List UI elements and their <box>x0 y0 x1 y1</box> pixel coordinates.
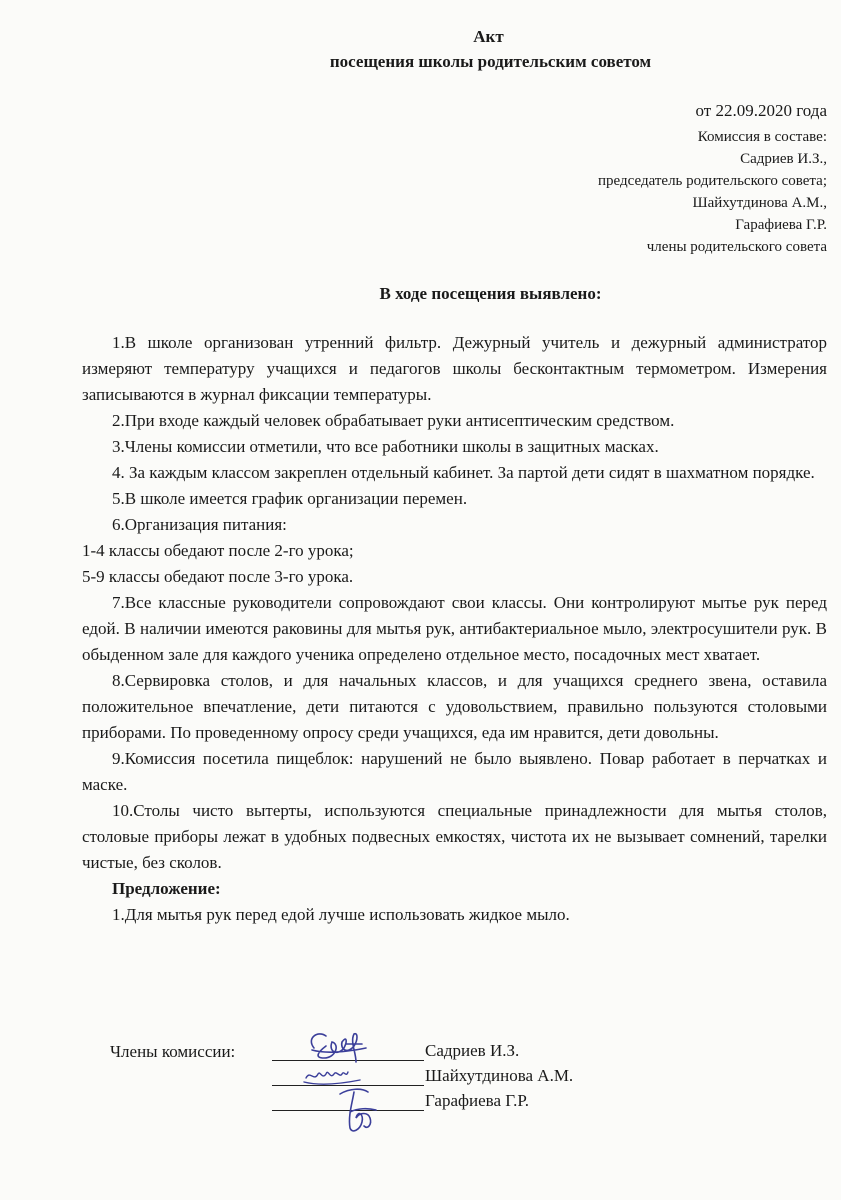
finding-item: 5.В школе имеется график организации перемен. <box>112 489 468 508</box>
finding-subitem: 5-9 классы обедают после 3-го урока. <box>82 567 354 586</box>
signatures-label: Члены комиссии: <box>110 1042 236 1061</box>
signature-name: Гарафиева Г.Р. <box>425 1091 529 1110</box>
commission-member-1: Садриев И.З., <box>740 151 827 167</box>
finding-item: 1.В школе организован утренний фильтр. Дежурный учитель и дежурный администратор измеряют температуру учащихся и педагогов школы бесконтактным термометром. Измерения записываются в журнал фиксации температуры. <box>82 333 827 404</box>
finding-item: 6.Организация питания: <box>112 515 287 534</box>
document-subtitle: посещения школы родительским советом <box>329 52 652 71</box>
finding-item: 8.Сервировка столов, и для начальных классов, и для учащихся среднего звена, оставила положительное впечатление, дети питаются с удовольствием, правильно пользуются столовыми приборами. По проведенному опросу среди учащихся, еда им нравится, дети довольны. <box>82 671 827 742</box>
commission-members-role: члены родительского совета <box>646 239 827 255</box>
document-date: от 22.09.2020 года <box>695 101 827 120</box>
finding-item: 10.Столы чисто вытерты, используются специальные принадлежности для мытья столов, столовые приборы лежат в удобных подвесных емкостях, чистота их не вызывает сомнений, тарелки чистые, без сколов. <box>82 801 827 872</box>
findings-title: В ходе посещения выявлено: <box>379 284 602 303</box>
finding-item: 3.Члены комиссии отметили, что все работники школы в защитных масках. <box>112 437 659 456</box>
signature-3-handwriting <box>328 1082 388 1138</box>
findings-list <box>82 330 827 928</box>
signature-name: Шайхутдинова А.М. <box>425 1066 574 1085</box>
proposal-title: Предложение: <box>112 879 221 898</box>
commission-member-1-role: председатель родительского совета; <box>598 173 827 189</box>
finding-subitem: 1-4 классы обедают после 2-го урока; <box>82 541 354 560</box>
finding-item: 2.При входе каждый человек обрабатывает руки антисептическим средством. <box>112 411 675 430</box>
document-title: Акт <box>473 27 504 46</box>
finding-item: 9.Комиссия посетила пищеблок: нарушений не было выявлено. Повар работает в перчатках и маске. <box>82 749 827 794</box>
commission-member-2: Шайхутдинова А.М., <box>692 195 827 211</box>
signature-name: Садриев И.З. <box>425 1041 520 1060</box>
commission-label: Комиссия в составе: <box>697 129 827 145</box>
commission-member-3: Гарафиева Г.Р. <box>735 217 827 233</box>
finding-item: 4. За каждым классом закреплен отдельный кабинет. За партой дети сидят в шахматном порядке. <box>112 463 815 482</box>
finding-item: 7.Все классные руководители сопровождают свои классы. Они контролируют мытье рук перед едой. В наличии имеются раковины для мытья рук, антибактериальное мыло, электросушители рук. В обыденном зале для каждого ученика определено отдельное место, посадочных мест хватает. <box>82 593 827 664</box>
proposal-item: 1.Для мытья рук перед едой лучше использовать жидкое мыло. <box>112 905 570 924</box>
